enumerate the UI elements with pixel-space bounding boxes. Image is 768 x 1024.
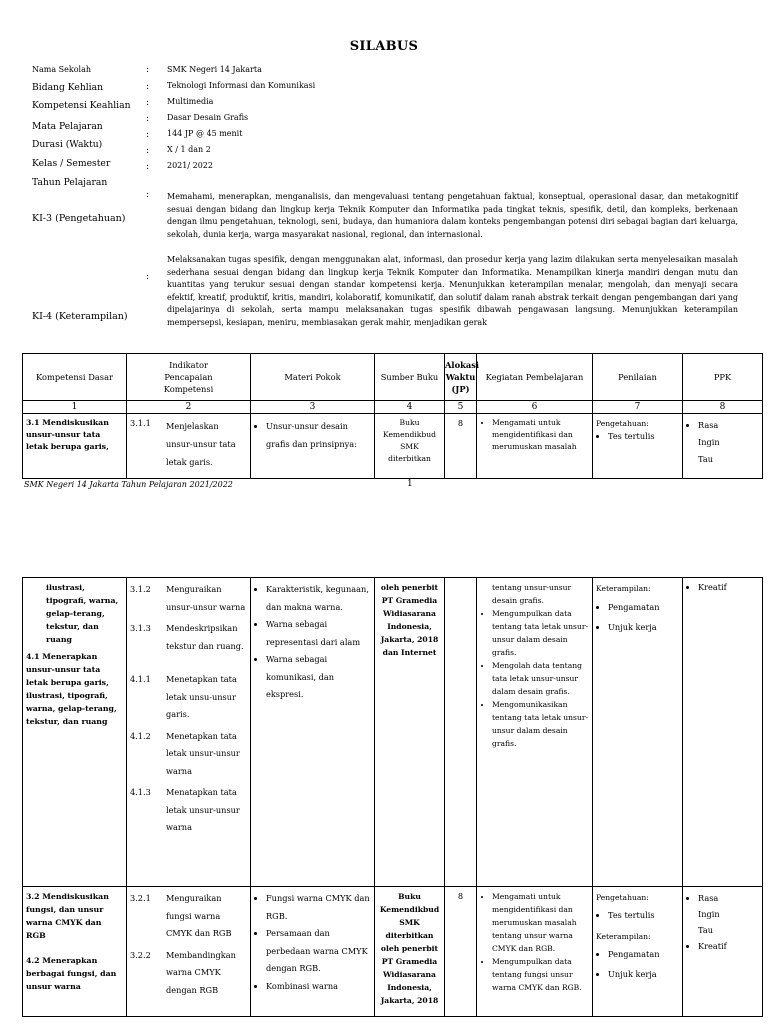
meta-colon: :: [146, 97, 150, 108]
header-ppk: PPK: [683, 354, 763, 401]
indicator-cell: [127, 887, 251, 1017]
materi-item: • Fungsi warna CMYK dan RGB.: [266, 890, 371, 925]
meta-value: 2021/ 2022: [167, 161, 213, 170]
indicator-text: Menjelaskan unsur-unsur tata letak garis.: [166, 421, 236, 467]
penilaian-item: • Tes tertulis: [608, 905, 679, 925]
penilaian-item: • Unjuk kerja: [608, 617, 679, 637]
ki4-text: Melaksanakan tugas spesifik, dengan menggunakan alat, informasi, dan prosedur kerja yang lazim dilakukan serta menyelesaikan masalah sederhana sesuai dengan bidang dan lingkup kerja Teknik Komputer dan Informatika. Menampilkan kinerja mandiri dengan mutu dan kuantitas yang terukur sesuai dengan standar kompetensi kerja. Menunjukkan keterampilan menalar, mengolah, dan menyaji secara efektif, kreatif, produktif, kritis, mandiri, kolaboratif, komunikatif, dan solutif dalam ranah abstrak terkait dengan pengembangan dari yang dipelajarinya di sekolah, serta mampu melaksanakan tugas spesifik dibawah pengawasan langsung. Menunjukkan keterampilan mempersepsi, kesiapan, meniru, membiasakan gerak mahir, menjadikan gerak: [167, 255, 738, 327]
penilaian-label: Pengetahuan:: [596, 419, 649, 428]
header-materi-pokok: Materi Pokok: [251, 354, 375, 401]
kegiatan-item: • Mengumpulkan data tentang fungsi unsur warna CMYK dan RGB.: [492, 955, 589, 994]
materi-item: • Warna sebagai representasi dari alam: [266, 616, 371, 651]
penilaian-label: Keterampilan:: [596, 932, 651, 941]
materi-item: • Kombinasi warna: [266, 978, 371, 996]
indicator-code: 3.2.1: [130, 893, 151, 903]
kd-text: 3.2 Mendiskusikan fungsi, dan unsur warna CMYK dan RGB: [26, 892, 109, 940]
header-indikator: Indikator Pencapaian Kompetensi: [127, 354, 251, 401]
kegiatan-cell: [477, 414, 593, 479]
header-penilaian: Penilaian: [593, 354, 683, 401]
sumber-cell: Buku Kemendikbud SMK diterbitkan: [375, 414, 445, 479]
kegiatan-text: tentang unsur-unsur desain grafis.: [492, 583, 572, 605]
col-number: 2: [127, 401, 251, 414]
materi-item: • Unsur-unsur desain grafis dan prinsipnya:: [266, 417, 371, 453]
indicator-code: 4.1.1: [130, 674, 151, 684]
alokasi-cell: [445, 578, 477, 887]
header-sumber-buku: Sumber Buku: [375, 354, 445, 401]
indicator-code: 3.1.1: [130, 418, 151, 428]
penilaian-item: • Unjuk kerja: [608, 964, 679, 984]
header-kompetensi-dasar: Kompetensi Dasar: [23, 354, 127, 401]
header-alokasi-waktu: Alokasi Waktu (JP): [445, 354, 477, 401]
materi-item: • Persamaan dan perbedaan warna CMYK dengan RGB.: [266, 925, 371, 978]
kd-text: 4.2 Menerapkan berbagai fungsi, dan unsur warna: [26, 956, 117, 991]
sumber-cell: oleh penerbit PT Gramedia Widiasarana Indonesia, Jakarta, 2018 dan Internet: [375, 578, 445, 887]
indicator-code: 3.1.3: [130, 623, 151, 633]
penilaian-item: • Tes tertulis: [608, 430, 679, 443]
materi-item: • Karakteristik, kegunaan, dan makna warna.: [266, 581, 371, 616]
col-number: 4: [375, 401, 445, 414]
column-number-row: [23, 401, 763, 414]
ppk-cell: [683, 887, 763, 1017]
syllabus-table-page2: [22, 577, 763, 1017]
penilaian-item: • Pengamatan: [608, 944, 679, 964]
meta-value: X / 1 dan 2: [167, 145, 211, 154]
meta-colon: :: [146, 81, 150, 92]
meta-value: 144 JP @ 45 menit: [167, 129, 243, 138]
meta-colon: :: [146, 161, 150, 172]
kegiatan-item: • Mengolah data tentang tata letak unsur-unsur dalam desain grafis.: [492, 659, 589, 698]
kd-text: ilustrasi, tipografi, warna, gelap-terang, tekstur, dan ruang: [46, 583, 119, 644]
penilaian-label: Keterampilan:: [596, 584, 651, 593]
materi-cell: [251, 414, 375, 479]
ki3-colon: :: [146, 190, 150, 200]
meta-label: Tahun Pelajaran: [32, 177, 108, 188]
kegiatan-item: • Mengamati untuk mengidentifikasi dan merumuskan masalah tentang unsur warna CMYK dan RGB.: [492, 890, 589, 955]
ppk-item: • Kreatif: [698, 938, 759, 954]
indicator-text: Mendeskripsikan tekstur dan ruang.: [166, 623, 244, 651]
sumber-cell: Buku Kemendikbud SMK diterbitkan oleh penerbit PT Gramedia Widiasarana Indonesia, Jakarta, 2018: [375, 887, 445, 1017]
meta-label: Bidang Kehlian: [32, 82, 104, 93]
indicator-cell: [127, 414, 251, 479]
indicator-text: Menatapkan tata letak unsur-unsur warna: [166, 787, 240, 832]
ppk-item: • Rasa Ingin Tau: [698, 890, 728, 938]
ppk-cell: [683, 414, 763, 479]
ppk-cell: [683, 578, 763, 887]
page-number: 1: [407, 479, 413, 489]
kegiatan-cell: [477, 578, 593, 887]
meta-label: Kompetensi Keahlian: [32, 100, 131, 111]
meta-label: Nama Sekolah: [32, 65, 92, 74]
alokasi-cell: 8: [445, 887, 477, 1017]
meta-value: Dasar Desain Grafis: [167, 113, 249, 122]
kegiatan-item: • Mengomunikasikan tentang tata letak unsur-unsur dalam desain grafis.: [492, 698, 589, 750]
col-number: 6: [477, 401, 593, 414]
indicator-text: Menguraikan unsur-unsur warna: [166, 584, 246, 612]
meta-label: Mata Pelajaran: [32, 121, 103, 132]
kd-cell: 3.1 Mendiskusikan unsur-unsur tata letak berupa garis,: [23, 414, 127, 479]
meta-colon: :: [146, 129, 150, 140]
ppk-item: • Rasa Ingin Tau: [698, 417, 728, 468]
footer-text: SMK Negeri 14 Jakarta Tahun Pelajaran 2021/2022: [24, 480, 233, 489]
indicator-text: Menetapkan tata letak unsu-unsur garis.: [166, 674, 237, 719]
materi-cell: [251, 887, 375, 1017]
ki3-label: KI-3 (Pengetahuan): [32, 213, 126, 224]
penilaian-cell: [593, 578, 683, 887]
penilaian-label: Pengetahuan:: [596, 893, 649, 902]
kd-cell: [23, 578, 127, 887]
indicator-text: Menetapkan tata letak unsur-unsur warna: [166, 730, 240, 776]
indicator-cell: [127, 578, 251, 887]
penilaian-cell: [593, 887, 683, 1017]
ki3-text: Memahami, menerapkan, menganalisis, dan mengevaluasi tentang pengetahuan faktual, konseptual, operasional dasar, dan metakognitif sesuai dengan bidang dan lingkup kerja Teknik Komputer dan Informatika pada tingkat teknis, spesifik, detil, dan kompleks, berkenaan dengan ilmu pengetahuan, teknologi, seni, budaya, dan humaniora dalam konteks pengembangan potensi diri sebagai bagian dari keluarga, sekolah, dunia kerja, warga masyarakat nasional, regional, dan internasional.: [167, 192, 738, 239]
ppk-item: • Kreatif: [698, 581, 759, 594]
indicator-text: Menguraikan fungsi warna CMYK dan RGB: [166, 893, 232, 938]
kd-text: 4.1 Menerapkan unsur-unsur tata letak berupa garis, ilustrasi, tipografi, warna, gelap-terang, tekstur, dan ruang: [26, 652, 117, 726]
ki4-label: KI-4 (Keterampilan): [32, 311, 128, 322]
materi-cell: [251, 578, 375, 887]
meta-value: Multimedia: [167, 97, 214, 106]
table-row: [23, 414, 763, 479]
kd-cell: [23, 887, 127, 1017]
indicator-code: 4.1.2: [130, 730, 151, 741]
indicator-text: Membandingkan warna CMYK dengan RGB: [166, 949, 236, 995]
col-number: 3: [251, 401, 375, 414]
syllabus-table-page1: [22, 353, 763, 479]
kegiatan-item: • Mengamati untuk mengidentifikasi dan merumuskan masalah: [492, 417, 589, 453]
penilaian-item: • Pengamatan: [608, 597, 679, 617]
table-row: [23, 578, 763, 887]
col-number: 8: [683, 401, 763, 414]
col-number: 7: [593, 401, 683, 414]
col-number: 1: [23, 401, 127, 414]
page-title: SILABUS: [349, 39, 419, 54]
meta-colon: :: [146, 113, 150, 124]
header-kegiatan: Kegiatan Pembelajaran: [477, 354, 593, 401]
materi-item: • Warna sebagai komunikasi, dan ekspresi.: [266, 651, 371, 704]
ki4-colon: :: [146, 272, 150, 282]
alokasi-cell: 8: [445, 414, 477, 479]
meta-value: Teknologi Informasi dan Komunikasi: [167, 81, 316, 90]
meta-value: SMK Negeri 14 Jakarta: [167, 65, 262, 74]
indicator-code: 3.2.2: [130, 949, 151, 960]
kegiatan-cell: [477, 887, 593, 1017]
kegiatan-item: • Mengumpulkan data tentang tata letak unsur-unsur dalam desain grafis.: [492, 607, 589, 659]
meta-colon: :: [146, 145, 150, 156]
penilaian-cell: [593, 414, 683, 479]
meta-colon: :: [146, 64, 150, 75]
meta-label: Kelas / Semester: [32, 158, 111, 169]
table-row: [23, 887, 763, 1017]
col-number: 5: [445, 401, 477, 414]
meta-label: Durasi (Waktu): [32, 139, 103, 150]
table-header-row: [23, 354, 763, 401]
indicator-code: 3.1.2: [130, 584, 151, 594]
indicator-code: 4.1.3: [130, 787, 151, 797]
